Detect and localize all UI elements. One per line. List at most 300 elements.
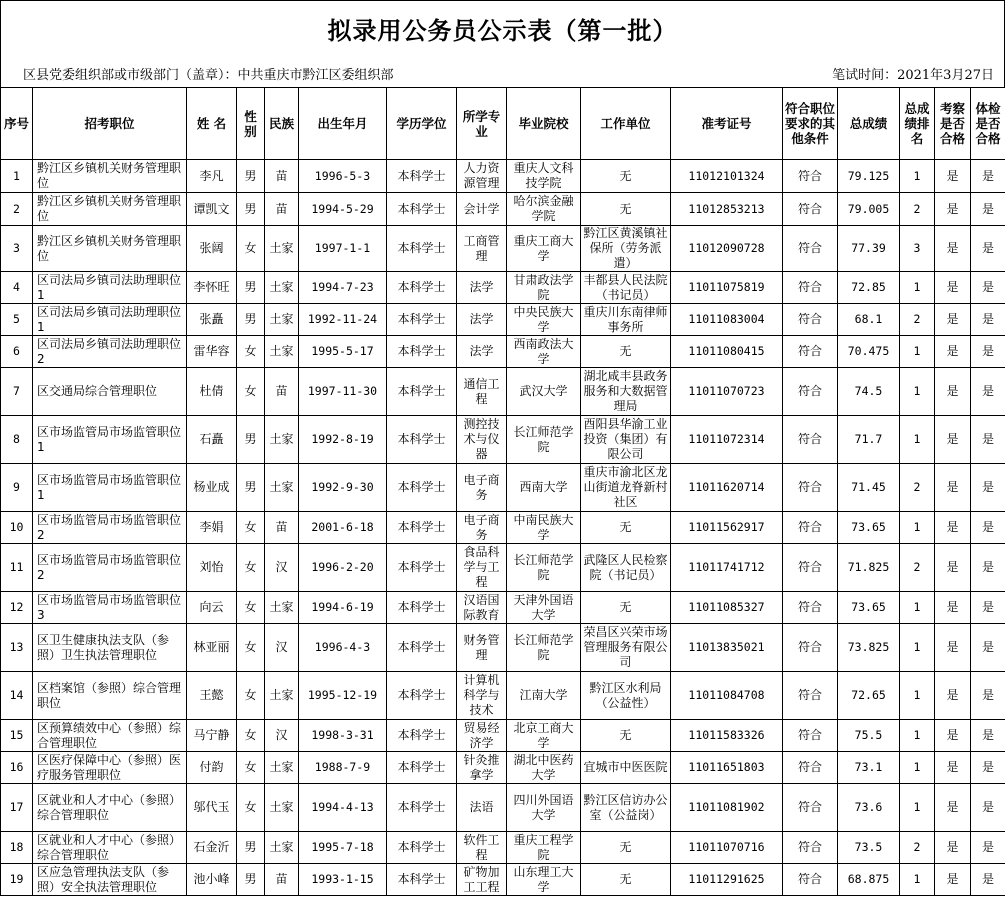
- table-cell: 1: [900, 336, 935, 368]
- table-cell: 符合: [783, 544, 838, 592]
- table-row: [1, 336, 1005, 368]
- table-cell: 9: [1, 464, 33, 512]
- table-cell: 测控技术与仪器: [457, 416, 507, 464]
- table-cell: 重庆人文科技学院: [507, 160, 581, 193]
- table-cell: 女: [237, 752, 265, 784]
- table-cell: 本科学士: [387, 624, 457, 672]
- table-cell: 土家: [265, 592, 299, 624]
- table-cell: 区预算绩效中心（参照）综合管理职位: [33, 720, 187, 752]
- table-cell: 73.1: [838, 752, 900, 784]
- table-cell: 男: [237, 160, 265, 193]
- table-cell: 针灸推拿学: [457, 752, 507, 784]
- table-cell: 土家: [265, 272, 299, 304]
- table-cell: 是: [971, 336, 1005, 368]
- table-cell: 1: [900, 752, 935, 784]
- table-cell: 符合: [783, 832, 838, 864]
- table-cell: 68.1: [838, 304, 900, 336]
- table-cell: 酉阳县华渝工业投资（集团）有限公司: [581, 416, 671, 464]
- table-cell: 苗: [265, 864, 299, 896]
- table-cell: 是: [935, 672, 971, 720]
- table-cell: 11011620714: [671, 464, 783, 512]
- table-cell: 14: [1, 672, 33, 720]
- table-cell: 3: [900, 226, 935, 272]
- table-cell: 本科学士: [387, 226, 457, 272]
- table-cell: 是: [935, 368, 971, 416]
- table-cell: 11011070716: [671, 832, 783, 864]
- table-cell: 男: [237, 416, 265, 464]
- table-cell: 1995-12-19: [299, 672, 387, 720]
- table-cell: 符合: [783, 720, 838, 752]
- department-stamp-line: 区县党委组织部或市级部门（盖章）：中共重庆市黔江区委组织部: [23, 68, 394, 83]
- table-cell: 1: [900, 624, 935, 672]
- table-cell: 17: [1, 784, 33, 832]
- table-cell: 1995-7-18: [299, 832, 387, 864]
- table-cell: 本科学士: [387, 784, 457, 832]
- table-cell: 是: [971, 544, 1005, 592]
- table-cell: 符合: [783, 864, 838, 896]
- table-cell: 会计学: [457, 193, 507, 226]
- table-cell: 71.825: [838, 544, 900, 592]
- table-cell: 苗: [265, 368, 299, 416]
- table-cell: 1995-5-17: [299, 336, 387, 368]
- table-cell: 汉: [265, 544, 299, 592]
- table-row: [1, 272, 1005, 304]
- table-cell: 区司法局乡镇司法助理职位1: [33, 304, 187, 336]
- table-cell: 区应急管理执法支队（参照）安全执法管理职位: [33, 864, 187, 896]
- table-cell: 重庆市渝北区龙山街道龙脊新村社区: [581, 464, 671, 512]
- table-row: [1, 864, 1005, 896]
- table-cell: 杜倩: [187, 368, 237, 416]
- table-cell: 10: [1, 512, 33, 544]
- table-cell: 区司法局乡镇司法助理职位2: [33, 336, 187, 368]
- table-cell: 土家: [265, 672, 299, 720]
- table-cell: 8: [1, 416, 33, 464]
- table-cell: 女: [237, 544, 265, 592]
- table-cell: 符合: [783, 368, 838, 416]
- table-cell: 79.005: [838, 193, 900, 226]
- table-row: [1, 720, 1005, 752]
- table-cell: 谭凯文: [187, 193, 237, 226]
- column-header: 学历学位: [387, 88, 457, 160]
- table-cell: 无: [581, 864, 671, 896]
- column-header: 总成绩: [838, 88, 900, 160]
- table-cell: 15: [1, 720, 33, 752]
- column-header: 符合职位要求的其他条件: [783, 88, 838, 160]
- table-body: [1, 160, 1005, 896]
- table-cell: 11011075819: [671, 272, 783, 304]
- table-cell: 本科学士: [387, 304, 457, 336]
- column-header: 毕业院校: [507, 88, 581, 160]
- table-cell: 71.7: [838, 416, 900, 464]
- table-cell: 无: [581, 720, 671, 752]
- table-cell: 男: [237, 272, 265, 304]
- table-cell: 73.825: [838, 624, 900, 672]
- table-cell: 男: [237, 193, 265, 226]
- table-cell: 工商管理: [457, 226, 507, 272]
- table-cell: 73.65: [838, 592, 900, 624]
- table-cell: 是: [935, 864, 971, 896]
- table-cell: 是: [935, 304, 971, 336]
- table-cell: 本科学士: [387, 416, 457, 464]
- table-row: [1, 752, 1005, 784]
- table-cell: 张阔: [187, 226, 237, 272]
- table-cell: 区市场监管局市场监管职位2: [33, 512, 187, 544]
- table-cell: 11012101324: [671, 160, 783, 193]
- table-cell: 本科学士: [387, 832, 457, 864]
- table-cell: 77.39: [838, 226, 900, 272]
- table-row: [1, 624, 1005, 672]
- table-cell: 73.6: [838, 784, 900, 832]
- table-cell: 是: [971, 624, 1005, 672]
- table-cell: 中央民族大学: [507, 304, 581, 336]
- table-cell: 丰都县人民法院（书记员）: [581, 272, 671, 304]
- table-cell: 是: [935, 512, 971, 544]
- table-cell: 5: [1, 304, 33, 336]
- table-cell: 土家: [265, 832, 299, 864]
- table-cell: 75.5: [838, 720, 900, 752]
- table-cell: 土家: [265, 226, 299, 272]
- table-cell: 16: [1, 752, 33, 784]
- table-cell: 是: [935, 336, 971, 368]
- table-cell: 是: [971, 226, 1005, 272]
- table-cell: 女: [237, 512, 265, 544]
- table-row: [1, 193, 1005, 226]
- table-cell: 长江师范学院: [507, 416, 581, 464]
- table-cell: 区市场监管局市场监管职位1: [33, 464, 187, 512]
- table-cell: 符合: [783, 752, 838, 784]
- table-cell: 是: [971, 832, 1005, 864]
- table-cell: 1: [900, 512, 935, 544]
- table-cell: 马宁静: [187, 720, 237, 752]
- exam-time: 笔试时间：2021年3月27日: [832, 68, 994, 83]
- table-cell: 是: [935, 544, 971, 592]
- table-cell: 黔江区水利局（公益性）: [581, 672, 671, 720]
- table-cell: 1994-5-29: [299, 193, 387, 226]
- table-cell: 1: [900, 272, 935, 304]
- table-cell: 土家: [265, 464, 299, 512]
- table-cell: 11012090728: [671, 226, 783, 272]
- table-cell: 无: [581, 832, 671, 864]
- table-cell: 是: [935, 160, 971, 193]
- table-cell: 无: [581, 592, 671, 624]
- table-cell: 1998-3-31: [299, 720, 387, 752]
- column-header: 出生年月: [299, 88, 387, 160]
- table-cell: 是: [935, 272, 971, 304]
- table-cell: 苗: [265, 512, 299, 544]
- table-cell: 是: [935, 193, 971, 226]
- table-cell: 湖北中医药大学: [507, 752, 581, 784]
- table-cell: 区就业和人才中心（参照）综合管理职位: [33, 784, 187, 832]
- table-cell: 是: [971, 368, 1005, 416]
- table-cell: 刘怡: [187, 544, 237, 592]
- table-cell: 本科学士: [387, 544, 457, 592]
- table-cell: 无: [581, 193, 671, 226]
- table-cell: 重庆川东南律师事务所: [581, 304, 671, 336]
- table-cell: 本科学士: [387, 752, 457, 784]
- table-cell: 1: [900, 864, 935, 896]
- table-cell: 贸易经济学: [457, 720, 507, 752]
- table-cell: 2: [900, 304, 935, 336]
- table-cell: 1992-11-24: [299, 304, 387, 336]
- table-cell: 1: [900, 416, 935, 464]
- table-cell: 1: [900, 784, 935, 832]
- table-cell: 李怀旺: [187, 272, 237, 304]
- table-cell: 11011080415: [671, 336, 783, 368]
- table-cell: 1: [900, 720, 935, 752]
- table-cell: 71.45: [838, 464, 900, 512]
- table-cell: 张矗: [187, 304, 237, 336]
- table-cell: 本科学士: [387, 336, 457, 368]
- table-cell: 符合: [783, 304, 838, 336]
- table-cell: 是: [971, 512, 1005, 544]
- table-cell: 是: [971, 464, 1005, 512]
- table-cell: 本科学士: [387, 592, 457, 624]
- table-cell: 2001-6-18: [299, 512, 387, 544]
- table-cell: 甘肃政法学院: [507, 272, 581, 304]
- table-cell: 土家: [265, 752, 299, 784]
- table-row: [1, 368, 1005, 416]
- column-header: 工作单位: [581, 88, 671, 160]
- table-cell: 本科学士: [387, 672, 457, 720]
- table-cell: 是: [935, 832, 971, 864]
- table-cell: 1: [900, 592, 935, 624]
- table-cell: 武隆区人民检察院（书记员）: [581, 544, 671, 592]
- table-cell: 符合: [783, 672, 838, 720]
- table-cell: 矿物加工工程: [457, 864, 507, 896]
- table-cell: 11011651803: [671, 752, 783, 784]
- table-cell: 女: [237, 672, 265, 720]
- column-header: 性别: [237, 88, 265, 160]
- table-cell: 石金沂: [187, 832, 237, 864]
- table-cell: 区卫生健康执法支队（参照）卫生执法管理职位: [33, 624, 187, 672]
- table-cell: 法学: [457, 336, 507, 368]
- table-cell: 女: [237, 592, 265, 624]
- column-header: 所学专业: [457, 88, 507, 160]
- table-cell: 是: [935, 752, 971, 784]
- table-cell: 是: [971, 304, 1005, 336]
- table-cell: 是: [971, 272, 1005, 304]
- column-header: 民族: [265, 88, 299, 160]
- table-cell: 是: [971, 193, 1005, 226]
- table-cell: 是: [971, 592, 1005, 624]
- table-cell: 符合: [783, 784, 838, 832]
- table-cell: 是: [971, 160, 1005, 193]
- table-cell: 是: [971, 864, 1005, 896]
- table-cell: 区司法局乡镇司法助理职位1: [33, 272, 187, 304]
- table-cell: 11013835021: [671, 624, 783, 672]
- table-cell: 符合: [783, 624, 838, 672]
- column-header: 招考职位: [33, 88, 187, 160]
- table-cell: 女: [237, 624, 265, 672]
- table-cell: 是: [971, 720, 1005, 752]
- table-cell: 11011084708: [671, 672, 783, 720]
- table-cell: 李凡: [187, 160, 237, 193]
- table-cell: 法语: [457, 784, 507, 832]
- table-cell: 是: [971, 416, 1005, 464]
- table-cell: 符合: [783, 160, 838, 193]
- table-cell: 是: [971, 784, 1005, 832]
- table-cell: 79.125: [838, 160, 900, 193]
- table-cell: 电子商务: [457, 464, 507, 512]
- table-cell: 法学: [457, 304, 507, 336]
- table-cell: 区交通局综合管理职位: [33, 368, 187, 416]
- table-cell: 11012853213: [671, 193, 783, 226]
- table-cell: 是: [971, 672, 1005, 720]
- table-cell: 1997-1-1: [299, 226, 387, 272]
- table-cell: 北京工商大学: [507, 720, 581, 752]
- table-cell: 本科学士: [387, 464, 457, 512]
- table-cell: 1: [900, 672, 935, 720]
- table-cell: 2: [900, 544, 935, 592]
- table-cell: 是: [971, 752, 1005, 784]
- table-cell: 1: [1, 160, 33, 193]
- table-cell: 70.475: [838, 336, 900, 368]
- table-cell: 软件工程: [457, 832, 507, 864]
- table-cell: 土家: [265, 784, 299, 832]
- table-cell: 1996-4-3: [299, 624, 387, 672]
- table-cell: 女: [237, 368, 265, 416]
- table-cell: 是: [935, 624, 971, 672]
- table-cell: 1996-5-3: [299, 160, 387, 193]
- table-cell: 2: [900, 464, 935, 512]
- table-cell: 7: [1, 368, 33, 416]
- table-cell: 73.5: [838, 832, 900, 864]
- table-cell: 1994-4-13: [299, 784, 387, 832]
- table-cell: 本科学士: [387, 864, 457, 896]
- table-cell: 湖北咸丰县政务服务和大数据管理局: [581, 368, 671, 416]
- table-cell: 土家: [265, 304, 299, 336]
- table-cell: 区医疗保障中心（参照）医疗服务管理职位: [33, 752, 187, 784]
- table-cell: 3: [1, 226, 33, 272]
- table-row: [1, 304, 1005, 336]
- table-cell: 黔江区乡镇机关财务管理职位: [33, 226, 187, 272]
- table-cell: 四川外国语大学: [507, 784, 581, 832]
- table-cell: 11011291625: [671, 864, 783, 896]
- table-cell: 1993-1-15: [299, 864, 387, 896]
- table-cell: 1992-8-19: [299, 416, 387, 464]
- table-cell: 11011070723: [671, 368, 783, 416]
- table-cell: 区市场监管局市场监管职位1: [33, 416, 187, 464]
- table-header-row: [1, 88, 1005, 160]
- table-cell: 74.5: [838, 368, 900, 416]
- table-cell: 符合: [783, 193, 838, 226]
- table-cell: 黔江区乡镇机关财务管理职位: [33, 193, 187, 226]
- table-cell: 11011562917: [671, 512, 783, 544]
- table-cell: 杨业成: [187, 464, 237, 512]
- table-cell: 石矗: [187, 416, 237, 464]
- column-header: 体检是否合格: [971, 88, 1005, 160]
- column-header: 序号: [1, 88, 33, 160]
- table-cell: 11011741712: [671, 544, 783, 592]
- table-cell: 1992-9-30: [299, 464, 387, 512]
- table-cell: 女: [237, 784, 265, 832]
- table-cell: 重庆工程学院: [507, 832, 581, 864]
- table-cell: 武汉大学: [507, 368, 581, 416]
- table-cell: 向云: [187, 592, 237, 624]
- table-row: [1, 592, 1005, 624]
- table-cell: 68.875: [838, 864, 900, 896]
- column-header: 姓 名: [187, 88, 237, 160]
- table-cell: 男: [237, 864, 265, 896]
- table-cell: 1: [900, 160, 935, 193]
- table-cell: 1994-6-19: [299, 592, 387, 624]
- table-cell: 女: [237, 336, 265, 368]
- table-cell: 重庆工商大学: [507, 226, 581, 272]
- table-cell: 区档案馆（参照）综合管理职位: [33, 672, 187, 720]
- table-cell: 18: [1, 832, 33, 864]
- table-cell: 汉: [265, 720, 299, 752]
- table-cell: 2: [900, 193, 935, 226]
- table-cell: 人力资源管理: [457, 160, 507, 193]
- table-cell: 11: [1, 544, 33, 592]
- header-info-line: [0, 55, 1005, 87]
- table-row: [1, 512, 1005, 544]
- table-cell: 本科学士: [387, 512, 457, 544]
- table-cell: 通信工程: [457, 368, 507, 416]
- table-cell: 区就业和人才中心（参照）综合管理职位: [33, 832, 187, 864]
- table-row: [1, 672, 1005, 720]
- table-cell: 是: [935, 416, 971, 464]
- announcement-table: [0, 87, 1005, 896]
- table-cell: 林亚丽: [187, 624, 237, 672]
- table-row: [1, 832, 1005, 864]
- table-cell: 黔江区乡镇机关财务管理职位: [33, 160, 187, 193]
- table-cell: 2: [1, 193, 33, 226]
- table-cell: 食品科学与工程: [457, 544, 507, 592]
- table-cell: 女: [237, 720, 265, 752]
- table-cell: 苗: [265, 160, 299, 193]
- table-cell: 11011083004: [671, 304, 783, 336]
- table-cell: 区市场监管局市场监管职位2: [33, 544, 187, 592]
- table-cell: 1988-7-9: [299, 752, 387, 784]
- table-cell: 西南大学: [507, 464, 581, 512]
- table-cell: 是: [935, 226, 971, 272]
- table-cell: 符合: [783, 272, 838, 304]
- table-cell: 11011085327: [671, 592, 783, 624]
- table-cell: 黔江区黄溪镇社保所（劳务派遣）: [581, 226, 671, 272]
- table-cell: 6: [1, 336, 33, 368]
- table-cell: 男: [237, 464, 265, 512]
- table-cell: 符合: [783, 464, 838, 512]
- table-cell: 电子商务: [457, 512, 507, 544]
- table-cell: 山东理工大学: [507, 864, 581, 896]
- table-cell: 是: [935, 784, 971, 832]
- table-cell: 73.65: [838, 512, 900, 544]
- table-cell: 是: [935, 464, 971, 512]
- table-cell: 符合: [783, 226, 838, 272]
- table-cell: 长江师范学院: [507, 624, 581, 672]
- table-cell: 雷华容: [187, 336, 237, 368]
- table-cell: 1996-2-20: [299, 544, 387, 592]
- table-cell: 中南民族大学: [507, 512, 581, 544]
- table-cell: 无: [581, 512, 671, 544]
- table-cell: 西南政法大学: [507, 336, 581, 368]
- table-cell: 哈尔滨金融学院: [507, 193, 581, 226]
- table-cell: 宜城市中医医院: [581, 752, 671, 784]
- table-cell: 1997-11-30: [299, 368, 387, 416]
- table-cell: 男: [237, 832, 265, 864]
- table-cell: 1994-7-23: [299, 272, 387, 304]
- table-cell: 土家: [265, 416, 299, 464]
- table-row: [1, 464, 1005, 512]
- table-cell: 财务管理: [457, 624, 507, 672]
- table-cell: 天津外国语大学: [507, 592, 581, 624]
- table-cell: 2: [900, 832, 935, 864]
- table-cell: 符合: [783, 512, 838, 544]
- column-header: 准考证号: [671, 88, 783, 160]
- table-cell: 是: [935, 720, 971, 752]
- table-cell: 12: [1, 592, 33, 624]
